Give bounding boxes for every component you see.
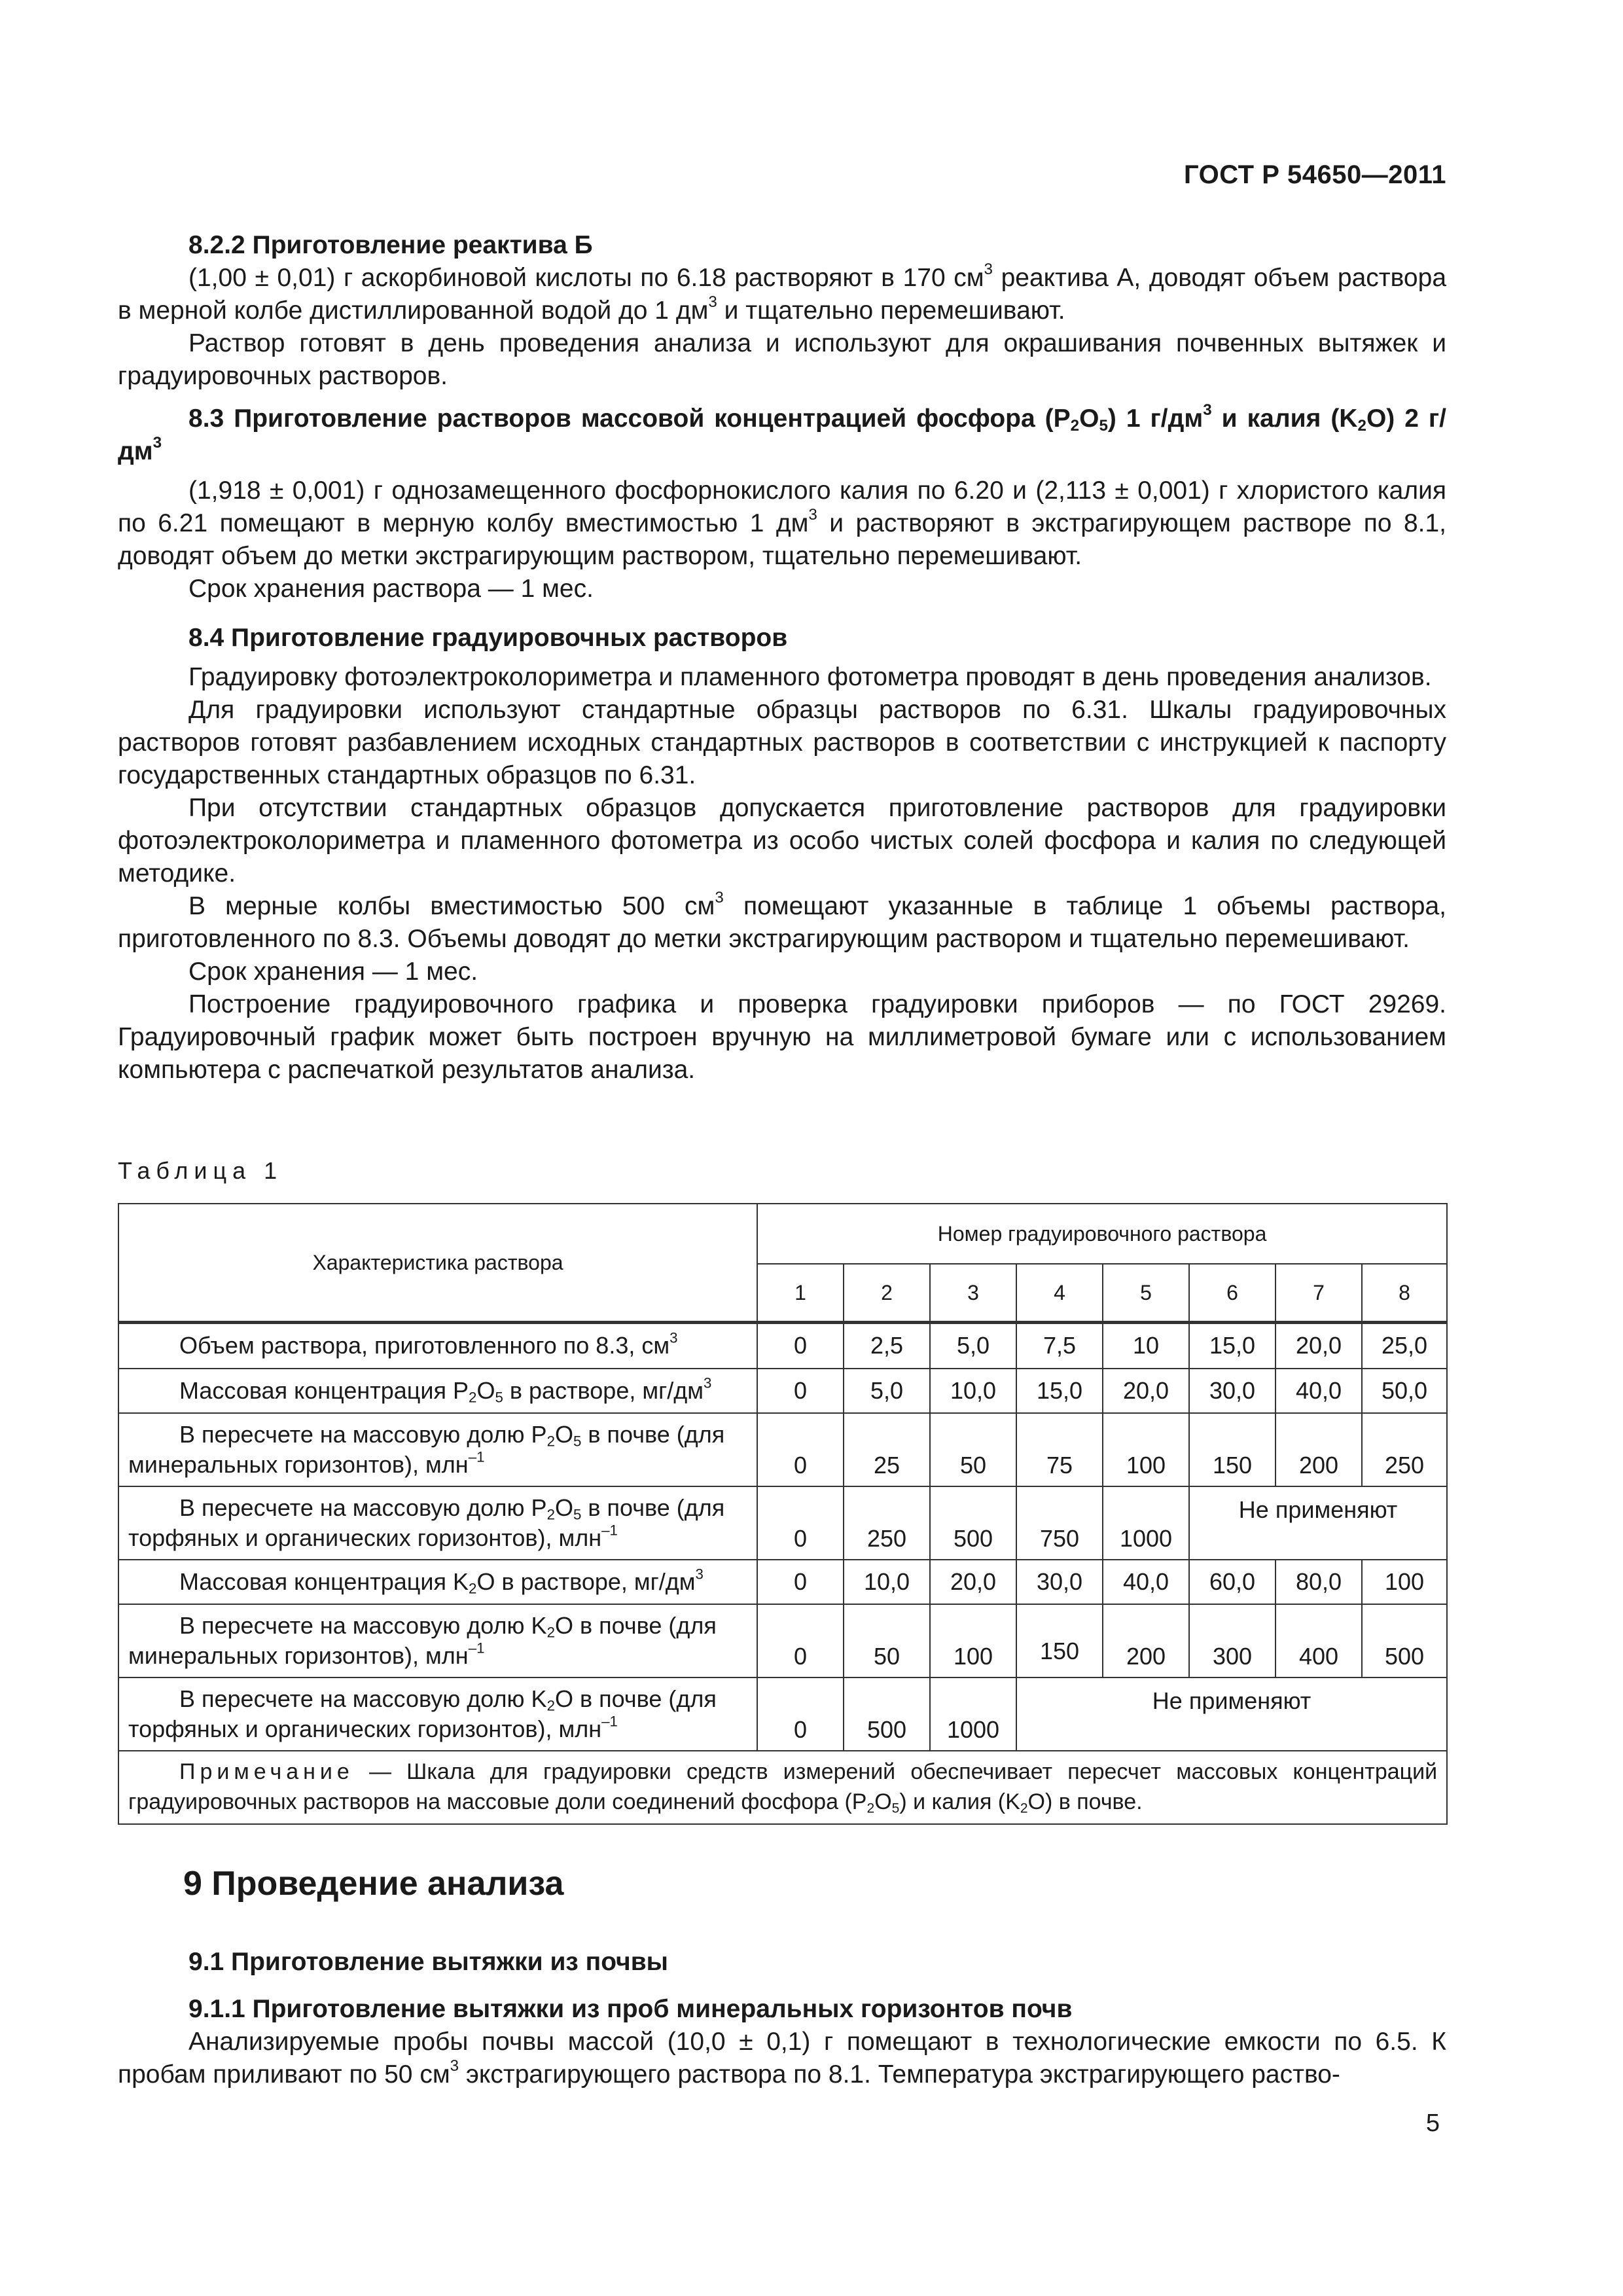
cell: 50 xyxy=(930,1413,1016,1486)
cell: 20,0 xyxy=(930,1560,1016,1604)
cell: 5,0 xyxy=(844,1369,930,1413)
table-caption: Таблица 1 xyxy=(118,1157,283,1184)
row-description: В пересчете на массовую долю $K_2O$ в почве (для минеральных горизонтов), млн$^{-1}$ xyxy=(118,1604,757,1677)
row-description: Объем раствора, приготовленного по 8.3, $см^3$ xyxy=(118,1323,757,1369)
cell: 500 xyxy=(844,1677,930,1751)
row-description: В пересчете на массовую долю $P_2O_5$ в почве (для торфяных и органических горизонтов), млн$^{-1}$ xyxy=(118,1486,757,1560)
column-number: 2 xyxy=(844,1264,930,1323)
cell: 20,0 xyxy=(1103,1369,1189,1413)
section-heading: 8.2.2 Приготовление реактива Б xyxy=(188,231,593,259)
column-number: 5 xyxy=(1103,1264,1189,1323)
cell: 1000 xyxy=(930,1677,1016,1751)
column-header-description: Характеристика раствора xyxy=(118,1204,757,1323)
row-description: Массовая концентрация $P_2O_5$ в растворе, $мг/дм^3$ xyxy=(118,1369,757,1413)
paragraph: Анализируемые пробы почвы массой (10,0 ± 0,1) г помещают в технологические емкости по 6.5. К пробам приливают по 50 $см^3$ экстрагирующего раствора по 8.1. Температура экстрагирующего раство- xyxy=(118,2028,1446,2089)
cell: 0 xyxy=(757,1413,844,1486)
paragraph: Срок хранения раствора — 1 мес. xyxy=(188,575,594,603)
cell: 1000 xyxy=(1103,1486,1189,1560)
cell: 500 xyxy=(930,1486,1016,1560)
cell: 15,0 xyxy=(1016,1369,1103,1413)
cell: 0 xyxy=(757,1369,844,1413)
section-9-1 xyxy=(118,1946,1446,2091)
table-row xyxy=(118,1677,1447,1751)
cell: 75 xyxy=(1016,1413,1103,1486)
column-number: 3 xyxy=(930,1264,1016,1323)
cell: 10 xyxy=(1103,1323,1189,1369)
section-8-3 xyxy=(118,403,1446,605)
section-8-4 xyxy=(118,622,1446,1086)
not-applicable-cell: Не применяют xyxy=(1189,1486,1447,1560)
table-row xyxy=(118,1604,1447,1677)
cell: 10,0 xyxy=(844,1560,930,1604)
page-number: 5 xyxy=(1425,2109,1440,2137)
cell: 25 xyxy=(844,1413,930,1486)
document-code: ГОСТ Р 54650—2011 xyxy=(1184,160,1446,189)
paragraph: В мерные колбы вместимостью 500 $см^3$ помещают указанные в таблице 1 объемы раствора, приготовленного по 8.3. Объемы доводят до метки экстрагирующим раствором и тщательно перемешивают. xyxy=(118,888,1446,953)
cell: 0 xyxy=(757,1560,844,1604)
cell: 40,0 xyxy=(1103,1560,1189,1604)
cell: 100 xyxy=(1103,1413,1189,1486)
document-page xyxy=(118,0,1446,2296)
cell: 5,0 xyxy=(930,1323,1016,1369)
cell: 30,0 xyxy=(1189,1369,1275,1413)
cell: 10,0 xyxy=(930,1369,1016,1413)
calibration-table xyxy=(118,1203,1448,1825)
cell: 100 xyxy=(1362,1560,1447,1604)
cell: 200 xyxy=(1103,1604,1189,1677)
cell: 30,0 xyxy=(1016,1560,1103,1604)
paragraph: (1,918 ± 0,001) г однозамещенного фосфорнокислого калия по 6.20 и (2,113 ± 0,001) г хлористого калия по 6.21 помещают в мерную колбу вместимостью 1 $дм^3$ и растворяют в экстрагирующем растворе по 8.1, доводят объем до метки экстрагирующим раствором, тщательно перемешивают. xyxy=(118,476,1447,570)
cell: 80,0 xyxy=(1275,1560,1362,1604)
cell: 40,0 xyxy=(1275,1369,1362,1413)
paragraph: Градуировку фотоэлектроколориметра и пламенного фотометра проводят в день проведения анализов. xyxy=(188,663,1432,691)
paragraph: Для градуировки используют стандартные образцы растворов по 6.31. Шкалы градуировочных растворов готовят разбавлением исходных стандартных растворов в соответствии с инструкцией к паспорту государственных стандартных образцов по 6.31. xyxy=(118,696,1446,789)
cell: 50 xyxy=(844,1604,930,1677)
paragraph: Построение градуировочного графика и проверка градуировки приборов — по ГОСТ 29269. Градуировочный график может быть построен вручную на миллиметровой бумаге или с использованием компьютера с распечаткой результатов анализа. xyxy=(118,990,1446,1084)
section-heading: 8.3 Приготовление растворов массовой концентрацией фосфора $(P_2O_5)$ 1 $г/дм^3$ и калия $(K_2O)$ 2 $г/дм^3$ xyxy=(118,401,1446,465)
cell: 300 xyxy=(1189,1604,1275,1677)
section-heading: 9.1.1 Приготовление вытяжки из проб минеральных горизонтов почв xyxy=(188,1995,1073,2023)
table-note-row xyxy=(118,1751,1447,1824)
table-row xyxy=(118,1560,1447,1604)
table-row xyxy=(118,1323,1447,1369)
not-applicable-cell: Не применяют xyxy=(1016,1677,1447,1751)
table-row xyxy=(118,1369,1447,1413)
column-number: 6 xyxy=(1189,1264,1275,1323)
cell: 150 xyxy=(1189,1413,1275,1486)
cell: 0 xyxy=(757,1604,844,1677)
cell: 750 xyxy=(1016,1486,1103,1560)
cell: 250 xyxy=(844,1486,930,1560)
cell: 150 xyxy=(1016,1604,1103,1677)
cell: 400 xyxy=(1275,1604,1362,1677)
cell: 500 xyxy=(1362,1604,1447,1677)
cell: 200 xyxy=(1275,1413,1362,1486)
column-number: 8 xyxy=(1362,1264,1447,1323)
table-row xyxy=(118,1413,1447,1486)
paragraph: (1,00 ± 0,01) г аскорбиновой кислоты по 6.18 растворяют в 170 $см^3$ реактива А, доводят объем раствора в мерной колбе дистиллированной водой до 1 $дм^3$ и тщательно перемешивают. xyxy=(118,260,1447,325)
cell: 15,0 xyxy=(1189,1323,1275,1369)
column-number: 4 xyxy=(1016,1264,1103,1323)
paragraph: Срок хранения — 1 мес. xyxy=(188,958,478,986)
table-note: Примечание — Шкала для градуировки средств измерений обеспечивает пересчет массовых концентраций градуировочных растворов на массовые доли соединений фосфора $(P_2O_5)$ и калия $(K_2O)$ в почве. xyxy=(118,1751,1447,1824)
cell: 0 xyxy=(757,1323,844,1369)
column-group-header: Номер градуировочного раствора xyxy=(757,1204,1447,1264)
cell: 250 xyxy=(1362,1413,1447,1486)
cell: 2,5 xyxy=(844,1323,930,1369)
cell: 0 xyxy=(757,1677,844,1751)
note-label: Примечание xyxy=(179,1759,354,1784)
paragraph: При отсутствии стандартных образцов допускается приготовление растворов для градуировки фотоэлектроколориметра и пламенного фотометра из особо чистых солей фосфора и калия по следующей методике. xyxy=(118,794,1446,888)
cell: 25,0 xyxy=(1362,1323,1447,1369)
cell: 50,0 xyxy=(1362,1369,1447,1413)
cell: 60,0 xyxy=(1189,1560,1275,1604)
section-heading: 9.1 Приготовление вытяжки из почвы xyxy=(188,1948,668,1976)
column-number: 1 xyxy=(757,1264,844,1323)
cell: 0 xyxy=(757,1486,844,1560)
chapter-heading: 9 Проведение анализа xyxy=(183,1865,564,1903)
section-8-2-2 xyxy=(118,229,1446,393)
section-heading: 8.4 Приготовление градуировочных растворов xyxy=(188,624,788,652)
column-number: 7 xyxy=(1275,1264,1362,1323)
cell: 20,0 xyxy=(1275,1323,1362,1369)
row-description: В пересчете на массовую долю $P_2O_5$ в почве (для минеральных горизонтов), млн$^{-1}$ xyxy=(118,1413,757,1486)
paragraph: Раствор готовят в день проведения анализа и используют для окрашивания почвенных вытяжек и градуировочных растворов. xyxy=(118,329,1446,390)
table-row xyxy=(118,1486,1447,1560)
cell: 100 xyxy=(930,1604,1016,1677)
row-description: В пересчете на массовую долю $K_2O$ в почве (для торфяных и органических горизонтов), млн$^{-1}$ xyxy=(118,1677,757,1751)
row-description: Массовая концентрация $K_2O$ в растворе, $мг/дм^3$ xyxy=(118,1560,757,1604)
cell: 7,5 xyxy=(1016,1323,1103,1369)
